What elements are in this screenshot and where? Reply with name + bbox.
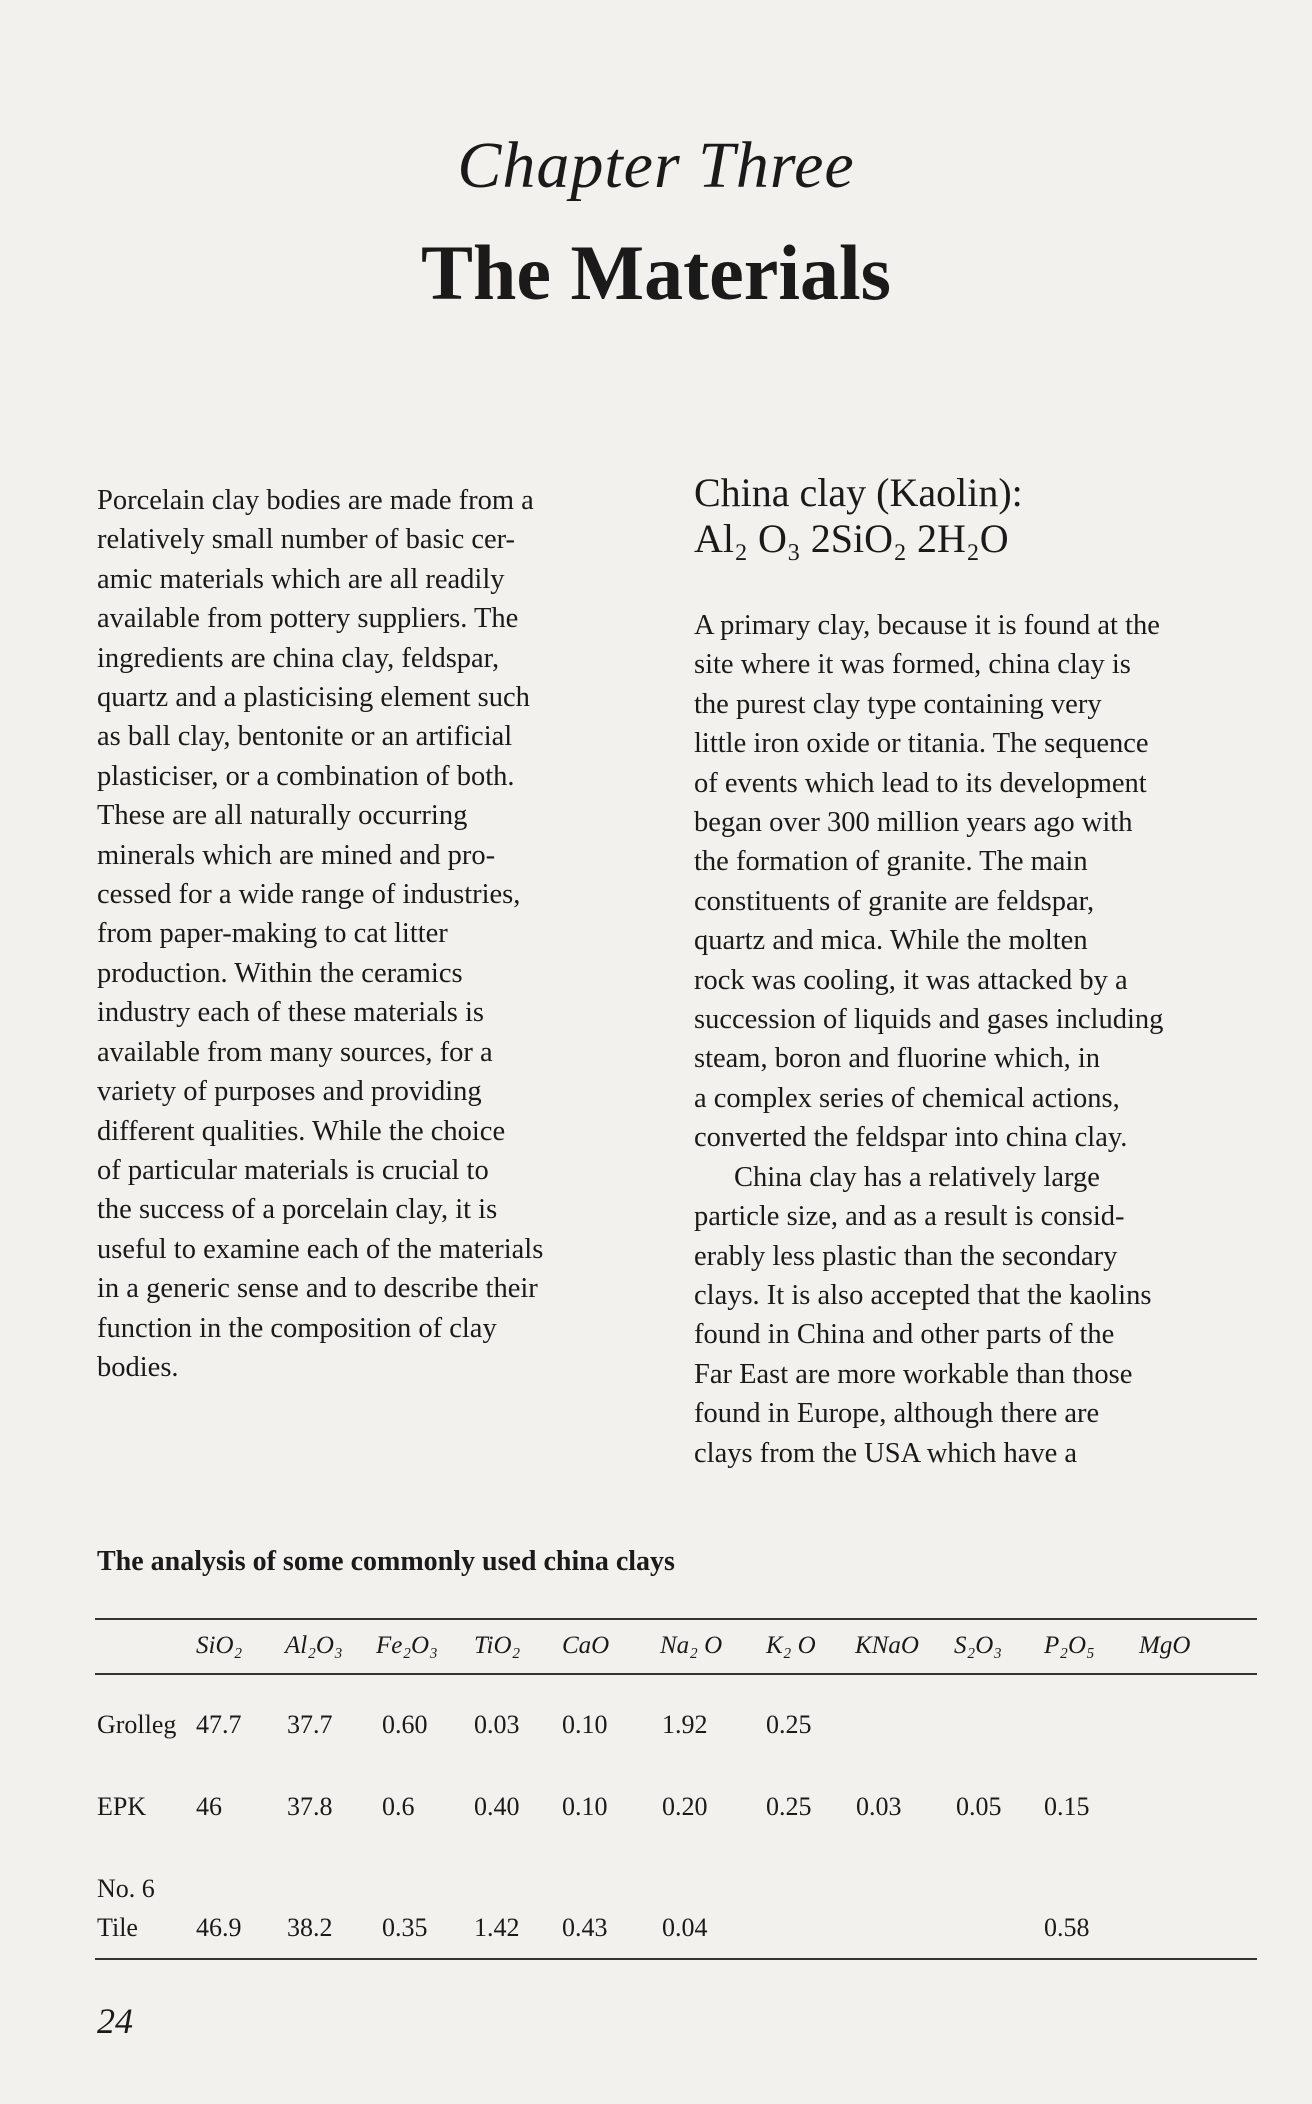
text-line: found in China and other parts of the (694, 1319, 1115, 1351)
text-line: the formation of granite. The main (694, 846, 1088, 878)
chemical-formula: Al₂ O₃ 2SiO₂ 2H₂O (694, 516, 1009, 561)
table-bottom-rule (95, 1958, 1257, 1960)
text-line: variety of purposes and providing (97, 1076, 482, 1108)
intro-paragraph (97, 481, 657, 1387)
table-cell: 0.10 (562, 1792, 608, 1821)
text-line: little iron oxide or titania. The sequence (694, 728, 1149, 760)
text-line: the purest clay type containing very (694, 688, 1102, 720)
section-heading: China clay (Kaolin): (694, 470, 1023, 515)
table-cell: 1.92 (662, 1710, 708, 1739)
text-line: quartz and a plasticising element such (97, 682, 530, 714)
row-label: EPK (97, 1792, 147, 1821)
text-line: succession of liquids and gases including (694, 1004, 1164, 1036)
page-number: 24 (97, 2001, 133, 2041)
text-line: found in Europe, although there are (694, 1398, 1100, 1430)
text-line: plasticiser, or a combination of both. (97, 760, 515, 792)
text-line: constituents of granite are feldspar, (694, 885, 1095, 917)
text-line: Porcelain clay bodies are made from a (97, 485, 534, 516)
row-label: No. 6 (97, 1874, 155, 1903)
table-cell: 0.25 (766, 1792, 812, 1821)
text-line: amic materials which are all readily (97, 563, 505, 595)
table-cell: 47.7 (196, 1710, 242, 1739)
text-line: in a generic sense and to describe their (97, 1273, 538, 1305)
text-line: particle size, and as a result is consid- (694, 1201, 1125, 1233)
table-cell: 46.9 (196, 1913, 242, 1942)
column-header: Fe₂O₃ (376, 1632, 438, 1659)
text-line: site where it was formed, china clay is (694, 649, 1131, 681)
table-cell: 0.20 (662, 1792, 708, 1821)
table-cell: 37.8 (287, 1792, 333, 1821)
chapter-label: Chapter Three (457, 129, 855, 202)
table-cell: 0.6 (382, 1792, 415, 1821)
column-header: S₂O₃ (954, 1632, 1002, 1659)
text-line: clays. It is also accepted that the kaolins (694, 1279, 1152, 1311)
text-line: China clay has a relatively large (734, 1161, 1100, 1193)
row-label: Tile (97, 1913, 138, 1942)
text-line: cessed for a wide range of industries, (97, 879, 521, 911)
text-line: useful to examine each of the materials (97, 1233, 544, 1265)
table-cell: 0.58 (1044, 1913, 1090, 1942)
table-cell: 0.03 (856, 1792, 902, 1821)
table-cell: 0.15 (1044, 1792, 1090, 1821)
text-line: erably less plastic than the secondary (694, 1240, 1118, 1272)
text-line: These are all naturally occurring (97, 800, 468, 832)
table-cell: 0.03 (474, 1710, 520, 1739)
text-line: clays from the USA which have a (694, 1437, 1078, 1469)
text-line: quartz and mica. While the molten (694, 925, 1088, 957)
text-line: a complex series of chemical actions, (694, 1082, 1120, 1114)
text-line: converted the feldspar into china clay. (694, 1122, 1128, 1154)
text-line: of events which lead to its development (694, 767, 1147, 799)
text-line: available from many sources, for a (97, 1036, 493, 1068)
table-cell: 0.25 (766, 1710, 812, 1739)
table-cell: 0.05 (956, 1792, 1002, 1821)
text-line: relatively small number of basic cer- (97, 524, 516, 556)
column-header: KNaO (855, 1632, 919, 1659)
text-line: bodies. (97, 1351, 179, 1383)
china-clay-section (694, 470, 1254, 1473)
china-clay-text (694, 606, 1254, 1473)
table-top-rule (95, 1618, 1257, 1620)
text-line: rock was cooling, it was attacked by a (694, 964, 1128, 996)
column-header: MgO (1139, 1632, 1191, 1659)
table-cell: 0.60 (382, 1710, 428, 1739)
table-cell: 46 (196, 1792, 222, 1821)
text-line: industry each of these materials is (97, 997, 485, 1029)
text-line: Far East are more workable than those (694, 1358, 1133, 1390)
text-line: minerals which are mined and pro- (97, 839, 496, 871)
column-header: Na₂ O (660, 1632, 723, 1659)
table-cell: 37.7 (287, 1710, 333, 1739)
text-line: production. Within the ceramics (97, 957, 463, 989)
column-header: Al₂O₃ (285, 1632, 343, 1659)
text-line: steam, boron and fluorine which, in (694, 1043, 1101, 1075)
table-cell: 0.04 (662, 1913, 708, 1942)
chapter-title: The Materials (420, 229, 892, 316)
text-line: the success of a porcelain clay, it is (97, 1194, 498, 1226)
column-header: CaO (562, 1632, 610, 1659)
text-line: function in the composition of clay (97, 1312, 497, 1344)
table-cell: 38.2 (287, 1913, 333, 1942)
column-header: SiO₂ (196, 1632, 243, 1659)
text-line: available from pottery suppliers. The (97, 603, 519, 635)
column-header: TiO₂ (474, 1632, 521, 1659)
column-header: K₂ O (766, 1632, 816, 1659)
table-caption: The analysis of some commonly used china clays (97, 1546, 675, 1577)
text-line: from paper-making to cat litter (97, 918, 448, 950)
row-label: Grolleg (97, 1710, 177, 1739)
table-cell: 0.10 (562, 1710, 608, 1739)
text-line: ingredients are china clay, feldspar, (97, 642, 500, 674)
table-cell: 0.40 (474, 1792, 520, 1821)
text-line: began over 300 million years ago with (694, 807, 1133, 839)
text-line: as ball clay, bentonite or an artificial (97, 721, 513, 753)
table-cell: 1.42 (474, 1913, 520, 1942)
text-line: of particular materials is crucial to (97, 1154, 489, 1186)
text-line: different qualities. While the choice (97, 1115, 506, 1147)
table-header-rule (95, 1673, 1257, 1675)
table-cell: 0.43 (562, 1913, 608, 1942)
column-header: P₂O₅ (1044, 1632, 1095, 1659)
text-line: A primary clay, because it is found at the (694, 610, 1160, 641)
table-cell: 0.35 (382, 1913, 428, 1942)
